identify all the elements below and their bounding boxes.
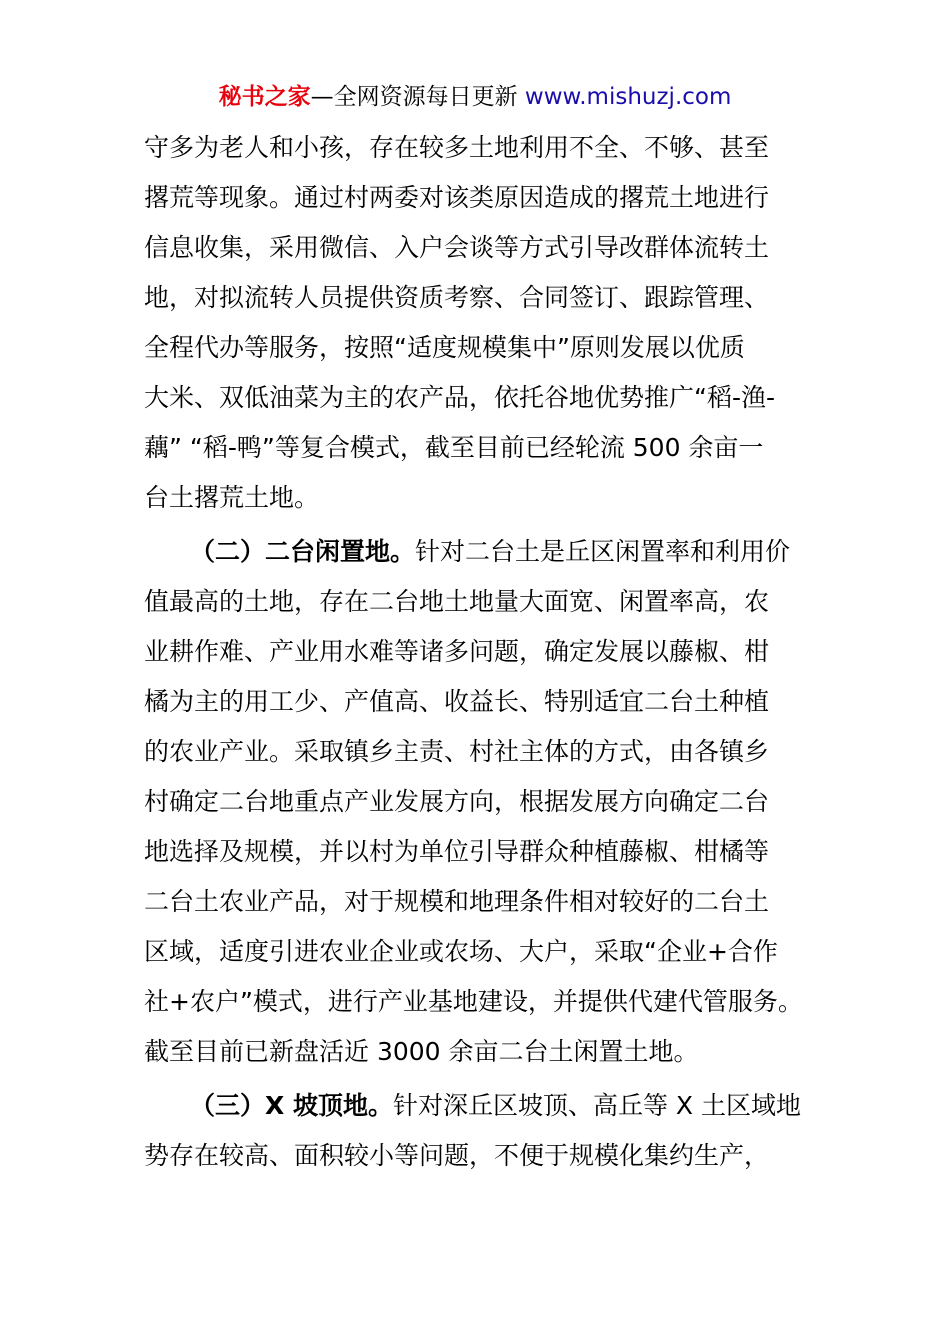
body-line: 守多为老人和小孩，存在较多土地利用不全、不够、甚至: [144, 133, 770, 162]
body-line: 势存在较高、面积较小等问题，不便于规模化集约生产，: [144, 1141, 770, 1170]
body-line: 社+农户”模式，进行产业基地建设，并提供代建代管服务。: [144, 987, 803, 1016]
site-header: [0, 82, 950, 112]
section-3-heading: （三）X 坡顶地。: [190, 1091, 393, 1120]
body-line: 大米、双低油菜为主的农产品，依托谷地优势推广“稻-渔-: [144, 383, 775, 412]
body-line: 地选择及规模，并以村为单位引导群众种植藤椒、柑橘等: [144, 837, 770, 866]
body-line: 地，对拟流转人员提供资质考察、合同签订、跟踪管理、: [144, 283, 770, 312]
section-3-text: 针对深丘区坡顶、高丘等 X 土区域地: [392, 1091, 802, 1120]
site-url-link[interactable]: www.mishuzj.com: [524, 84, 732, 110]
body-line: 村确定二台地重点产业发展方向，根据发展方向确定二台: [144, 787, 770, 816]
body-line: 截至目前已新盘活近 3000 余亩二台土闲置土地。: [144, 1037, 699, 1066]
header-tagline: —全网资源每日更新: [310, 84, 518, 110]
body-line: 全程代办等服务，按照“适度规模集中”原则发展以优质: [144, 333, 745, 362]
section-2-first-line: [144, 527, 816, 577]
body-line: 撂荒等现象。通过村两委对该类原因造成的撂荒土地进行: [144, 183, 770, 212]
body-line: 业耕作难、产业用水难等诸多问题，确定发展以藤椒、柑: [144, 637, 770, 666]
section-3-first-line: [144, 1081, 816, 1131]
body-line: 橘为主的用工少、产值高、收益长、特别适宜二台土种植: [144, 687, 770, 716]
body-line: 二台土农业产品，对于规模和地理条件相对较好的二台土: [144, 887, 770, 916]
brand-name: 秘书之家: [218, 84, 311, 110]
body-line: 区域，适度引进农业企业或农场、大户，采取“企业+合作: [144, 937, 778, 966]
section-2-text: 针对二台土是丘区闲置率和利用价: [415, 537, 791, 566]
body-line: 的农业产业。采取镇乡主责、村社主体的方式，由各镇乡: [144, 737, 770, 766]
document-body: [144, 123, 816, 1181]
body-line: 值最高的土地，存在二台地土地量大面宽、闲置率高，农: [144, 587, 770, 616]
body-line: 信息收集，采用微信、入户会谈等方式引导改群体流转土: [144, 233, 770, 262]
body-line: 藕” “稻-鸭”等复合模式，截至目前已经轮流 500 余亩一: [144, 433, 764, 462]
body-line: 台土撂荒土地。: [144, 483, 320, 512]
section-2-heading: （二）二台闲置地。: [190, 537, 416, 566]
